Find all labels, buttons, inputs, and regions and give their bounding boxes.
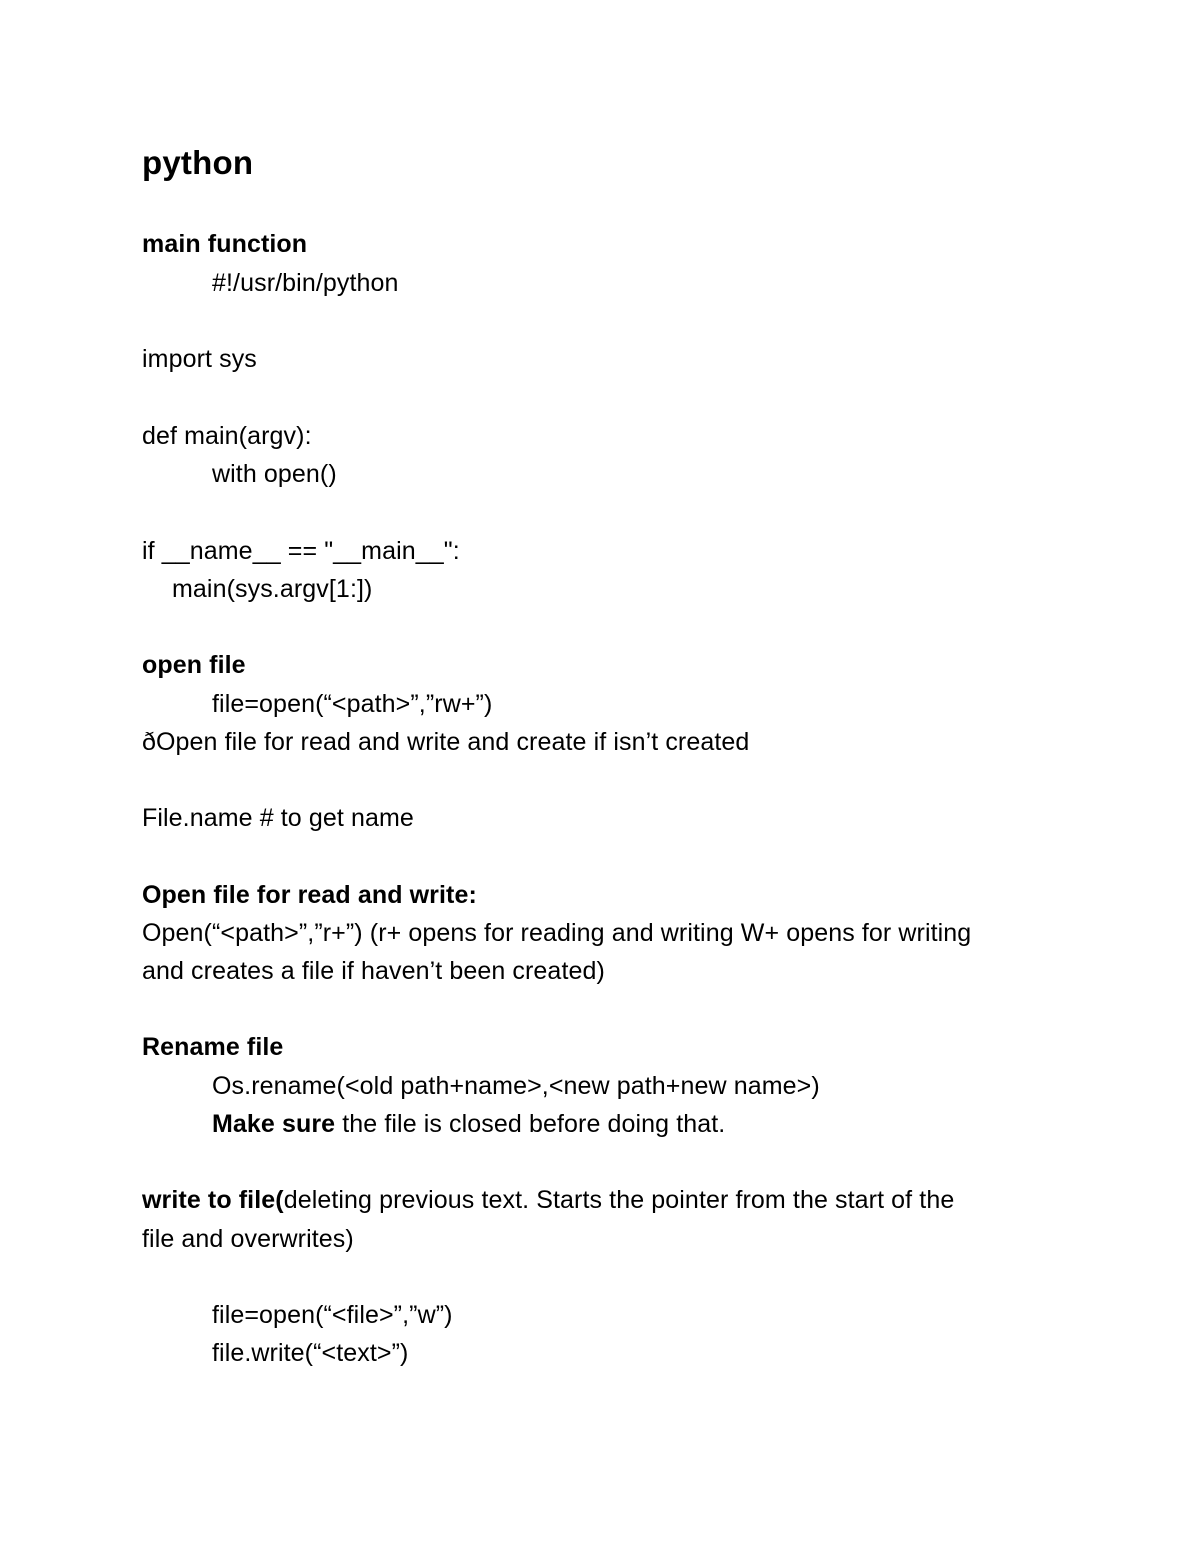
write-heading-line	[142, 1184, 954, 1216]
open-file-heading: open file	[142, 651, 246, 679]
doc-title: python	[142, 144, 254, 181]
def-line: def main(argv):	[142, 422, 312, 450]
write-code-write: file.write(“<text>”)	[212, 1339, 409, 1367]
rename-code: Os.rename(<old path+name>,<new path+new name>)	[212, 1072, 820, 1100]
rename-note	[212, 1108, 725, 1140]
open-file-code: file=open(“<path>”,”rw+”)	[212, 690, 493, 718]
rename-note-text: the file is closed before doing that.	[335, 1110, 726, 1138]
write-heading-desc: deleting previous text. Starts the pointer from the start of the	[283, 1186, 955, 1214]
open-rw-line-1: Open(“<path>”,”r+”) (r+ opens for reading and writing W+ opens for writing	[142, 919, 972, 947]
write-desc-line-2: file and overwrites)	[142, 1225, 354, 1253]
main-call-line: main(sys.argv[1:])	[172, 575, 373, 603]
write-heading: write to file(	[142, 1186, 284, 1214]
write-code-open: file=open(“<file>”,”w”)	[212, 1301, 453, 1329]
main-function-heading: main function	[142, 230, 308, 258]
open-rw-line-2: and creates a file if haven’t been created)	[142, 957, 605, 985]
rename-note-emphasis: Make sure	[212, 1110, 336, 1138]
rename-heading: Rename file	[142, 1033, 284, 1061]
with-open-line: with open()	[212, 460, 337, 488]
if-name-main-line: if __name__ == "__main__":	[142, 537, 460, 565]
open-file-note: ðOpen file for read and write and create if isn’t created	[142, 728, 750, 756]
import-line: import sys	[142, 345, 257, 373]
file-name-line: File.name # to get name	[142, 804, 414, 832]
shebang-line: #!/usr/bin/python	[212, 269, 399, 297]
open-rw-heading: Open file for read and write:	[142, 881, 477, 909]
